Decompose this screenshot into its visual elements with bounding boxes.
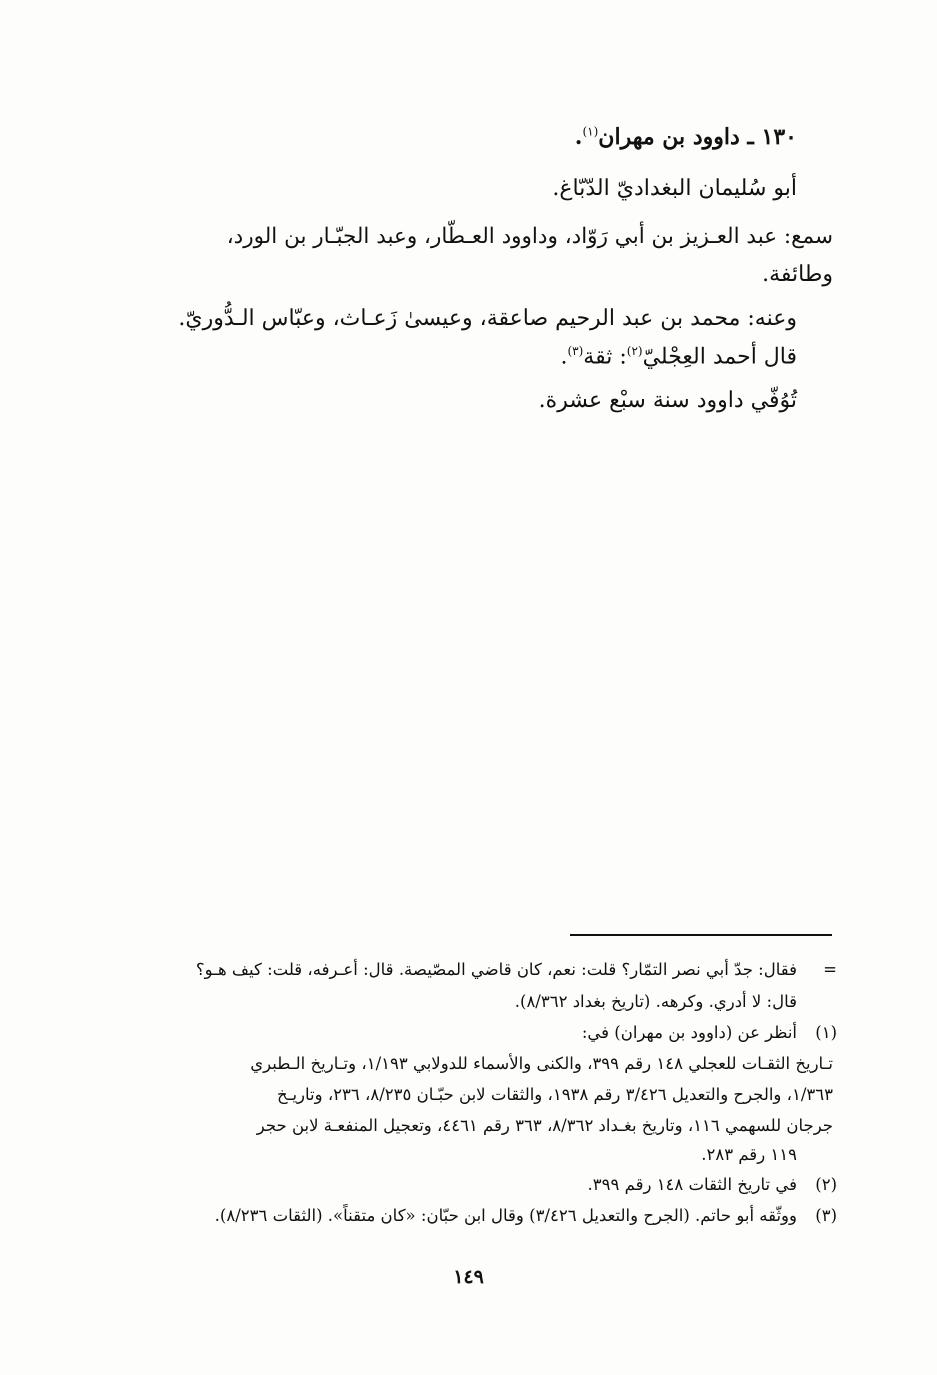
footnote-1-line-4: جرجان للسهمي ١١٦، وتاريخ بغـداد ٨/٣٦٢، ٣٦٣ رقم ٤٤٦١، وتعجيل المنفعـة لابن حجر [256, 1116, 833, 1135]
footnote-1-number: (١) [815, 1023, 837, 1042]
entry-students: وعنه: محمد بن عبد الرحيم صاعقة، وعيسىٰ زَعـاث، وعبّاس الـدُّوريّ. [178, 306, 797, 331]
footnote-3-number: (٣) [815, 1206, 837, 1225]
entry-teachers-line-1: سمع: عبد العـزيز بن أبي رَوّاد، وداوود العـطّار، وعبد الجبّـار بن الورد، [226, 224, 833, 249]
footnote-divider [570, 934, 832, 936]
footnote-continuation-line-1: فقال: جدّ أبي نصر التمّار؟ قلت: نعم، كان قاضي المصّيصة. قال: أعـرفه، قلت: كيف هـو؟ [195, 960, 797, 979]
entry-title-text: ١٣٠ ـ داوود بن مهران [598, 124, 797, 150]
entry-teachers-line-2: وطائفة. [762, 262, 833, 287]
footnote-1-line-1: أنظر عن (داوود بن مهران) في: [581, 1023, 797, 1042]
entry-death: تُوُفّي داوود سنة سبْع عشرة. [538, 388, 797, 413]
footnote-ref-3: (٣) [567, 344, 584, 358]
footnote-1-line-2: تـاريخ الثقـات للعجلي ١٤٨ رقم ٣٩٩، والكنى والأسماء للدولابي ١/١٩٣، وتـاريخ الـطبري [250, 1054, 833, 1073]
footnote-1-line-5: ١١٩ رقم ٢٨٣. [701, 1145, 797, 1164]
grading-source: قال أحمد العِجْليّ [642, 344, 797, 370]
entry-heading [575, 124, 797, 150]
footnote-1-line-3: ١/٣٦٣، والجرح والتعديل ٣/٤٢٦ رقم ١٩٣٨، والثقات لابن حبّـان ٨/٢٣٥، ٢٣٦، وتاريـخ [276, 1085, 833, 1104]
footnote-3-text: ووثّقه أبو حاتم. (الجرح والتعديل ٣/٤٢٦) وقال ابن حبّان: «كان متقناً». (الثقات ٨/٢٣٦). [214, 1206, 797, 1225]
footnote-ref-2: (٢) [626, 344, 643, 358]
footnote-2-number: (٢) [815, 1175, 837, 1194]
grading-period: . [560, 344, 568, 370]
footnote-continuation-line-2: قال: لا أدري. وكرهه. (تاريخ بغداد ٨/٣٦٢). [514, 992, 797, 1011]
entry-grading [560, 344, 797, 369]
continuation-marker: = [823, 960, 837, 979]
entry-title-period: . [574, 124, 583, 150]
entry-kunya: أبو سُليمان البغداديّ الدّبّاغ. [552, 176, 797, 201]
footnote-ref-1: (١) [582, 124, 599, 139]
page-number: ١٤٩ [453, 1266, 484, 1288]
grading-verdict: : ثقة [583, 344, 627, 370]
footnote-2-text: في تاريخ الثقات ١٤٨ رقم ٣٩٩. [587, 1175, 797, 1194]
